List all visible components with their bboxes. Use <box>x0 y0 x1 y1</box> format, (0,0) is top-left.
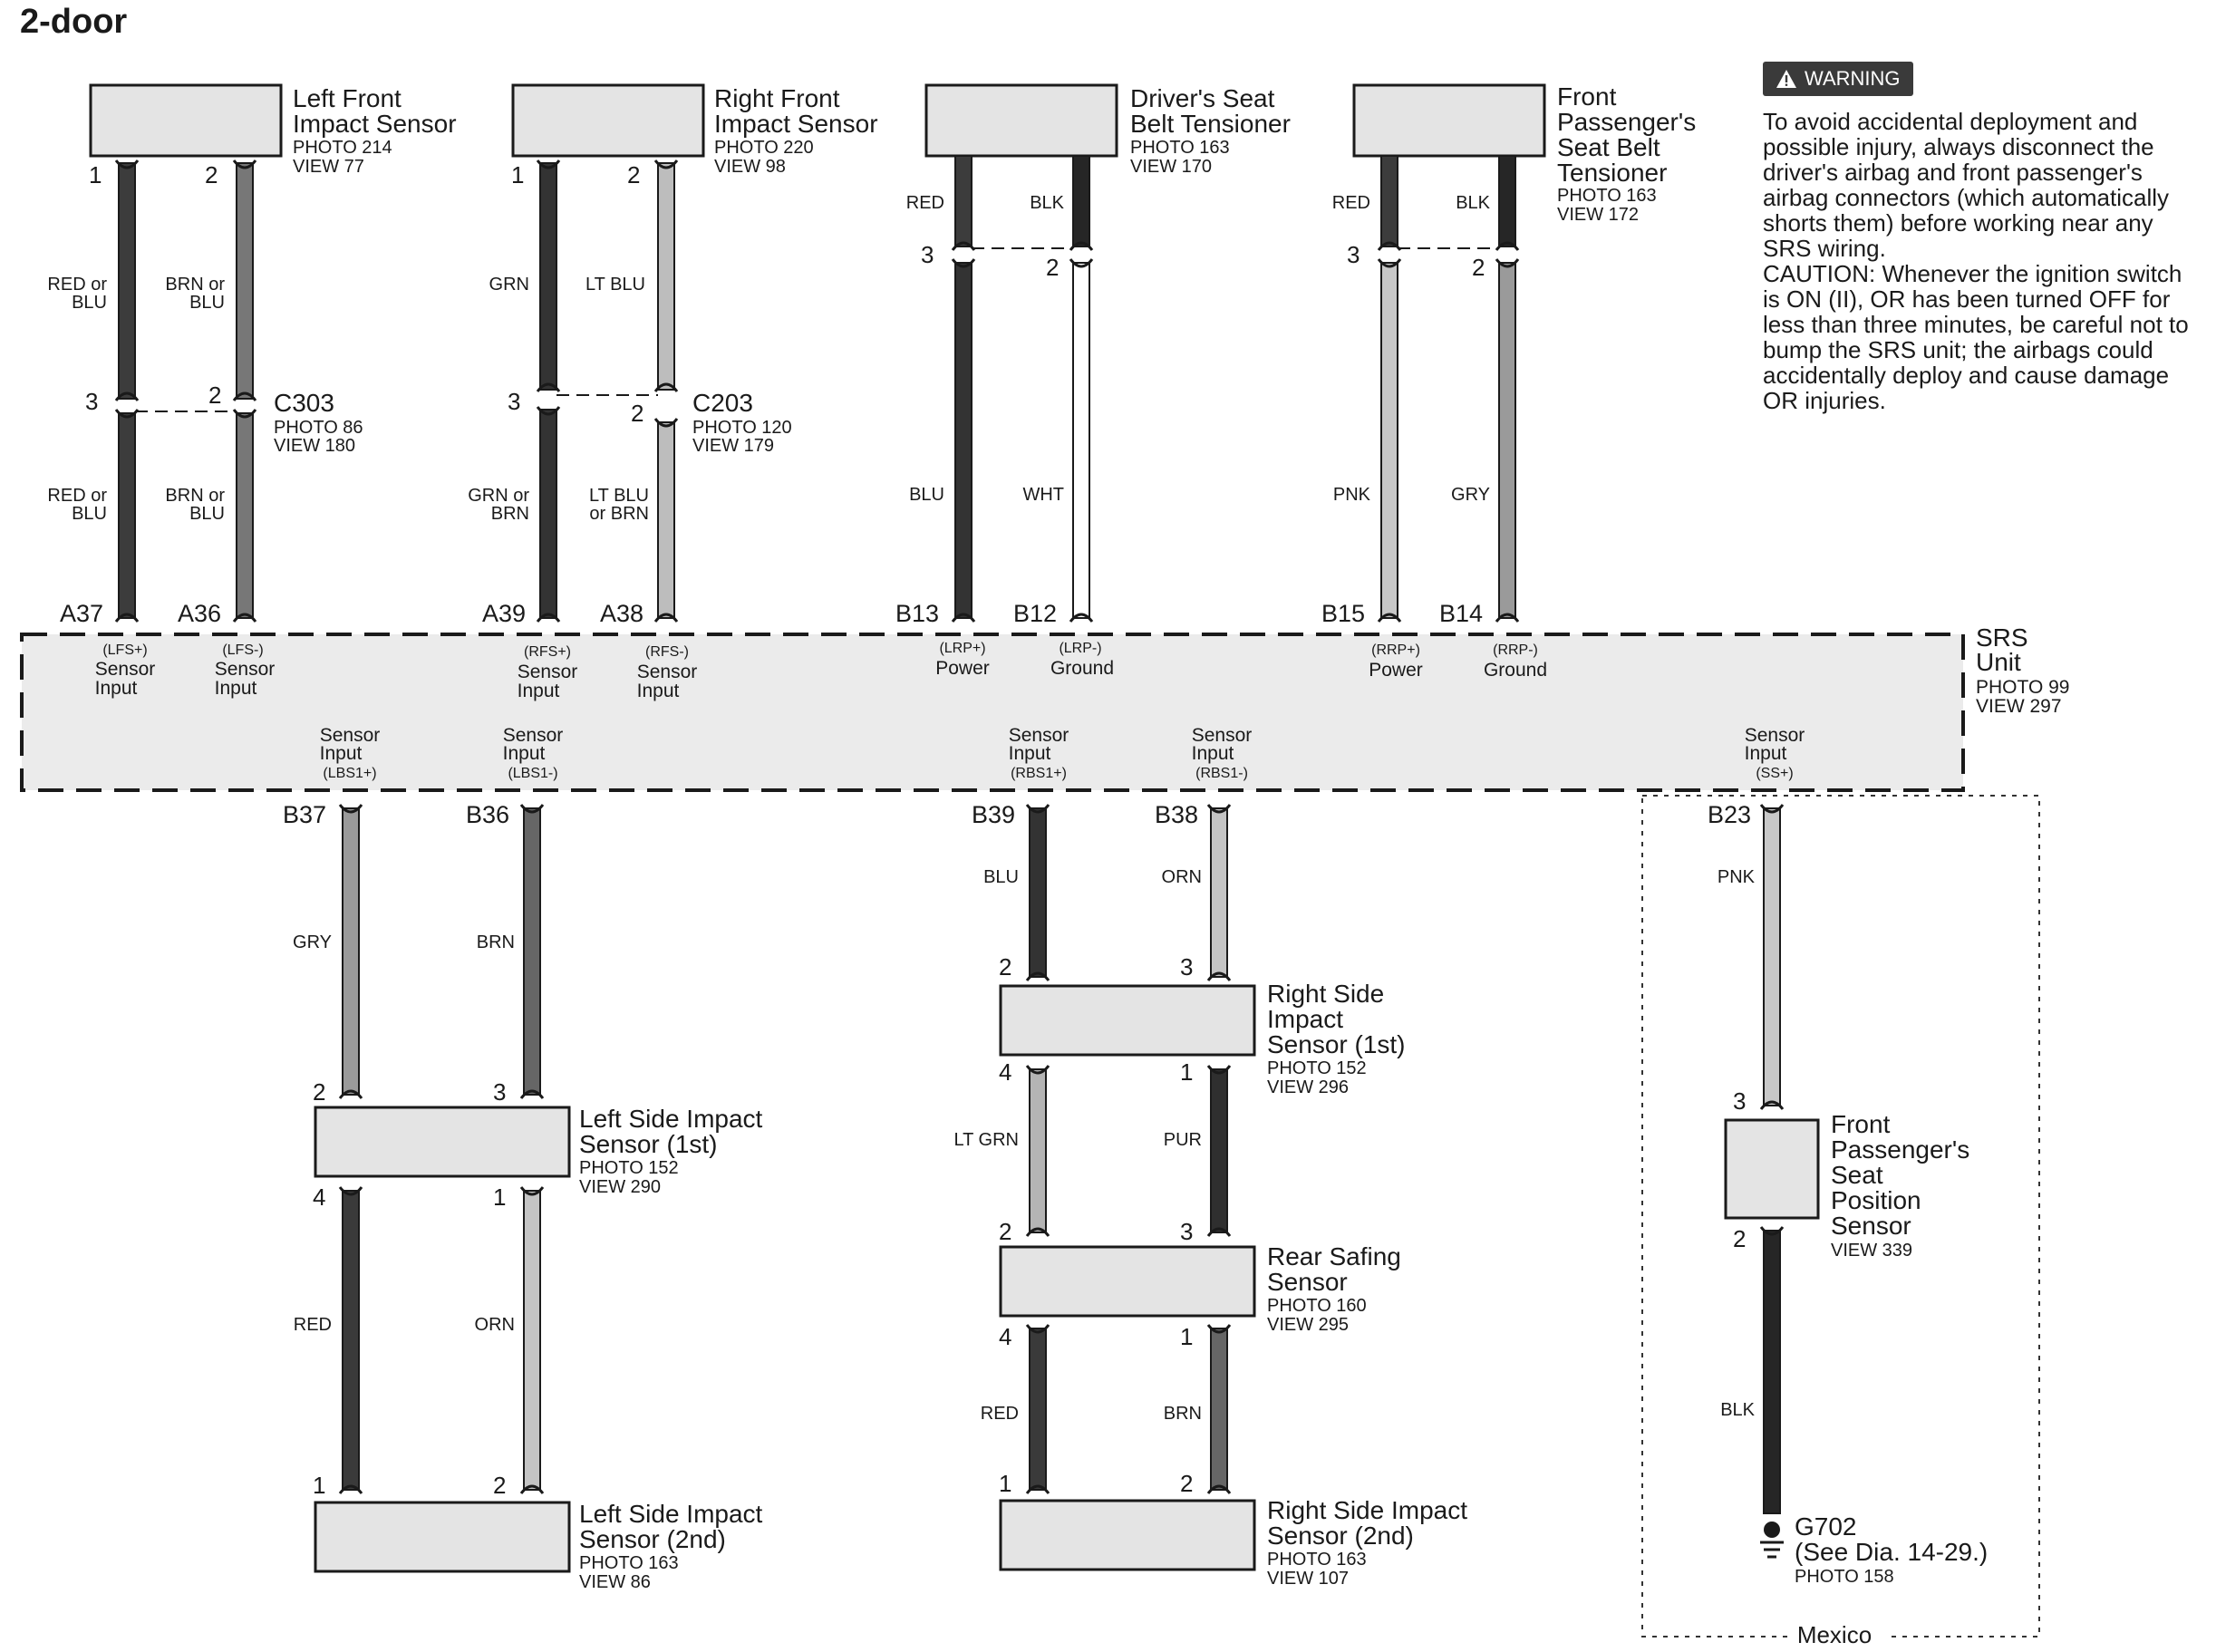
wire <box>1381 263 1398 618</box>
pin-number: 2 <box>627 161 641 188</box>
pin-number: 4 <box>999 1058 1012 1086</box>
left-front-impact-sensor-box <box>91 85 281 156</box>
svg-text:Right Side Impact Sens <box>1267 980 1409 1097</box>
component-label: Tensioner <box>1557 159 1668 187</box>
component-photo: PHOTO 163 <box>579 1553 679 1573</box>
component-label: Passenger's <box>1831 1135 1970 1164</box>
drivers-seat-belt-tensioner-box <box>926 85 1117 156</box>
terminal-label: A36 <box>177 600 221 627</box>
wire-color-label: LT BLU <box>585 275 645 295</box>
component-label: Passenger's <box>1557 108 1697 136</box>
svg-text:Left Side Impact Sensor (2 <box>579 1500 767 1592</box>
wire <box>1764 808 1780 1106</box>
wire-color-label: BLK <box>1456 193 1490 213</box>
component-label: Sensor (1st) <box>579 1130 718 1158</box>
pin-number: 3 <box>921 241 934 268</box>
pin-number: 3 <box>508 388 521 415</box>
srs-pin-description: (RRP+) Power <box>1369 642 1423 681</box>
component-label: Sensor (2nd) <box>579 1525 726 1553</box>
pin-number: 3 <box>1347 241 1360 268</box>
svg-text:Left Front Impact Sensor <box>293 84 460 177</box>
component-view: VIEW 296 <box>1267 1077 1350 1097</box>
terminal-label: B15 <box>1321 600 1365 627</box>
pin-number: 2 <box>999 953 1012 981</box>
wire-color-label: LT GRN <box>953 1130 1019 1150</box>
pin-number: 2 <box>1472 254 1485 281</box>
pin-number: 2 <box>493 1472 507 1499</box>
wire <box>237 413 253 618</box>
srs-pin-description: (LRP+) Power <box>935 641 990 679</box>
wire <box>1030 1069 1046 1232</box>
component-label: Impact Sensor <box>714 110 878 138</box>
connector-view: VIEW 179 <box>692 436 775 456</box>
mexico-label: Mexico <box>1796 1621 1872 1648</box>
wire-color-label: BRN or BLU <box>165 486 225 524</box>
component-label: Seat <box>1831 1161 1883 1189</box>
component-label: Seat Belt <box>1557 133 1660 161</box>
component-view: VIEW 172 <box>1557 205 1640 225</box>
wire <box>119 413 135 618</box>
pin-number: 2 <box>1046 254 1060 281</box>
component-view: VIEW 170 <box>1130 157 1213 177</box>
wire <box>1211 1328 1227 1490</box>
component-photo: PHOTO 160 <box>1267 1296 1367 1316</box>
caution-text: CAUTION: Whenever the ignition switch is ON (II), OR has been turned OFF for less than three minutes, be careful not to bump the SRS unit; the airbags could accidentally deploy and cause damage OR injuries. <box>1763 260 2189 414</box>
wire-color-label: BLU <box>909 485 944 505</box>
component-label: Left Side Impact <box>579 1105 763 1133</box>
terminal-label: A37 <box>59 600 103 627</box>
wire-color-label: RED or BLU <box>47 486 107 524</box>
ground-note: (See Dia. 14-29.) <box>1795 1538 1989 1566</box>
terminal-label: B12 <box>1012 600 1057 627</box>
warning-badge-label: WARNING <box>1805 67 1901 90</box>
component-label: Driver's Seat <box>1130 84 1275 112</box>
component-view: VIEW 295 <box>1267 1315 1350 1335</box>
component-photo: PHOTO 214 <box>293 138 392 158</box>
component-label: Left Side Impact <box>579 1500 763 1528</box>
terminal-label: B37 <box>282 801 326 828</box>
wire <box>1499 263 1515 618</box>
terminal-label: B14 <box>1438 600 1483 627</box>
srs-pin-description: Sensor Input (LBS1+) <box>319 725 381 781</box>
wire <box>658 163 674 390</box>
component-label: Sensor <box>1831 1212 1911 1240</box>
right-side-impact-sensor-1st-box <box>1001 986 1254 1055</box>
connector-photo: PHOTO 86 <box>274 418 363 438</box>
srs-unit-box <box>22 634 1963 790</box>
connector-label: C303 <box>274 389 334 417</box>
component-view: VIEW 339 <box>1831 1241 1913 1261</box>
component-photo: PHOTO 163 <box>1130 138 1230 158</box>
wire <box>955 263 972 618</box>
left-side-impact-sensor-1st-box <box>315 1107 569 1176</box>
wire <box>1381 156 1398 246</box>
wire <box>540 410 556 618</box>
wire-color-label: ORN <box>1161 867 1202 887</box>
wire-color-label: GRN or BRN <box>468 486 529 524</box>
component-label: Right Side <box>1267 980 1385 1008</box>
wire-color-label: LT BLU or BRN <box>589 486 649 524</box>
component-label: Right Side Impact <box>1267 1496 1467 1524</box>
component-photo: PHOTO 163 <box>1557 186 1657 206</box>
pin-number: 2 <box>1733 1225 1747 1252</box>
component-label: Right Front <box>714 84 840 112</box>
terminal-label: B36 <box>465 801 509 828</box>
component-label: Position <box>1831 1186 1921 1214</box>
svg-text:SRS Unit PHOTO 99 <box>1976 623 2074 717</box>
pin-number: 1 <box>493 1183 507 1211</box>
wire-color-label: BRN or BLU <box>165 275 225 313</box>
front-passengers-seat-position-sensor-box <box>1726 1120 1818 1218</box>
warning-icon <box>1776 69 1797 89</box>
srs-pin-description: (RFS-) Sensor Input <box>636 644 698 701</box>
warning-text: To avoid accidental deployment and possible injury, always disconnect the driver's airbag and front passenger's airbag connectors (which automatically shorts them) before working near any SRS wiring. <box>1763 108 2169 262</box>
wire <box>343 808 359 1095</box>
connector-label: C203 <box>692 389 753 417</box>
srs-pin-description: Sensor Input (LBS1-) <box>502 725 564 781</box>
component-view: VIEW 86 <box>579 1572 651 1592</box>
svg-text:Left Side Impact Sensor (1 <box>579 1105 767 1197</box>
terminal-label: A39 <box>481 600 526 627</box>
connector-view: VIEW 180 <box>274 436 356 456</box>
right-front-impact-sensor-box <box>513 85 703 156</box>
wire <box>1211 1069 1227 1232</box>
pin-number: 3 <box>1180 1218 1194 1245</box>
wire-color-label: BLK <box>1030 193 1064 213</box>
component-label: Sensor (1st) <box>1267 1030 1406 1058</box>
wire-color-label: RED <box>1331 193 1370 213</box>
component-label: Sensor <box>1267 1268 1348 1296</box>
component-label: Front <box>1557 82 1617 111</box>
ground-icon <box>1760 1522 1784 1557</box>
wire-color-label: WHT <box>1022 485 1064 505</box>
wire <box>1073 156 1089 246</box>
pin-number: 3 <box>1180 953 1194 981</box>
wire-color-label: GRY <box>1451 485 1490 505</box>
svg-text:Right Side Impact Sensor ( <box>1267 1496 1471 1589</box>
srs-unit-label: SRS <box>1976 623 2028 652</box>
srs-pin-description: (LRP-) Ground <box>1050 641 1115 679</box>
wire-color-label: PNK <box>1332 485 1370 505</box>
pin-number: 2 <box>631 400 644 427</box>
wire <box>955 156 972 246</box>
wire-color-label: BRN <box>476 932 515 952</box>
pin-number: 4 <box>313 1183 326 1211</box>
connector-photo: PHOTO 120 <box>692 418 792 438</box>
terminal-label: B13 <box>895 600 939 627</box>
terminal-label: A38 <box>599 600 644 627</box>
wire <box>1211 808 1227 977</box>
pin-number: 2 <box>999 1218 1012 1245</box>
wire-color-label: RED <box>980 1404 1019 1424</box>
svg-text:C203 PHOTO 120 VIEW 17 <box>692 389 796 456</box>
pin-number: 3 <box>493 1078 507 1106</box>
warning-badge <box>1763 62 1913 96</box>
srs-pin-description: Sensor Input (RBS1-) <box>1191 725 1253 781</box>
wire-color-label: RED or BLU <box>47 275 107 313</box>
component-label: Impact <box>1267 1005 1344 1033</box>
srs-pin-description: (RFS+) Sensor Input <box>517 644 578 701</box>
srs-unit-photo: PHOTO 99 <box>1976 677 2070 698</box>
pin-number: 3 <box>1733 1087 1747 1115</box>
wire <box>1764 1231 1780 1513</box>
srs-pin-description: (LFS-) Sensor Input <box>214 642 276 699</box>
wire-color-label: GRY <box>293 932 332 952</box>
component-label: Front <box>1831 1110 1891 1138</box>
wire <box>524 1191 540 1490</box>
component-label: Belt Tensioner <box>1130 110 1291 138</box>
svg-text:C303 PHOTO 86 VIEW 180 <box>274 389 367 456</box>
wire <box>524 808 540 1095</box>
wire <box>1030 808 1046 977</box>
wire <box>237 163 253 399</box>
left-side-impact-sensor-2nd-box <box>315 1502 569 1571</box>
wire-color-label: GRN <box>489 275 529 295</box>
component-view: VIEW 98 <box>714 157 786 177</box>
component-view: VIEW 107 <box>1267 1569 1350 1589</box>
ground-photo: PHOTO 158 <box>1795 1567 1894 1587</box>
svg-text:G702 (See Dia. 14-29.) <box>1795 1512 1992 1587</box>
pin-number: 1 <box>89 161 102 188</box>
srs-pin-description: (LFS+) Sensor Input <box>94 642 156 699</box>
wire <box>1073 263 1089 618</box>
pin-number: 2 <box>205 161 218 188</box>
component-label: Sensor (2nd) <box>1267 1522 1414 1550</box>
terminal-label: B23 <box>1707 801 1751 828</box>
pin-number: 2 <box>313 1078 326 1106</box>
page-title: 2-door <box>20 3 128 41</box>
terminal-label: B38 <box>1154 801 1198 828</box>
pin-number: 3 <box>85 388 99 415</box>
svg-text:Front Passenger's Seat <box>1831 1110 1974 1261</box>
front-passengers-seat-belt-tensioner-box <box>1354 85 1544 156</box>
wire-color-label: BLK <box>1720 1400 1755 1420</box>
wire <box>119 163 135 399</box>
svg-text:Front Passenger's Seat <box>1557 82 1700 225</box>
component-photo: PHOTO 152 <box>579 1158 679 1178</box>
rear-safing-sensor-box <box>1001 1247 1254 1316</box>
srs-unit-label: Unit <box>1976 648 2021 676</box>
pin-number: 2 <box>1180 1470 1194 1497</box>
pin-number: 2 <box>208 382 222 409</box>
pin-number: 1 <box>1180 1323 1194 1350</box>
warning-panel <box>1763 62 2198 413</box>
wire <box>658 422 674 618</box>
ground-label: G702 <box>1795 1512 1857 1541</box>
component-photo: PHOTO 163 <box>1267 1550 1367 1570</box>
srs-pin-description: Sensor Input (SS+) <box>1744 725 1805 781</box>
component-label: Impact Sensor <box>293 110 457 138</box>
wire-color-label: PUR <box>1163 1130 1202 1150</box>
component-view: VIEW 290 <box>579 1177 662 1197</box>
wire <box>1030 1328 1046 1490</box>
wire-color-label: PNK <box>1717 867 1755 887</box>
wire <box>1499 156 1515 246</box>
component-photo: PHOTO 152 <box>1267 1058 1367 1078</box>
wire-color-label: BLU <box>983 867 1019 887</box>
wire <box>343 1191 359 1490</box>
pin-number: 1 <box>511 161 525 188</box>
pin-number: 1 <box>999 1470 1012 1497</box>
pin-number: 4 <box>999 1323 1012 1350</box>
wire-color-label: RED <box>293 1315 332 1335</box>
wire-color-label: RED <box>905 193 944 213</box>
svg-text:Rear Safing Sensor PHO <box>1267 1242 1405 1335</box>
srs-unit-view: VIEW 297 <box>1976 696 2062 717</box>
srs-pin-description: (RRP-) Ground <box>1483 642 1548 681</box>
wire-color-label: BRN <box>1163 1404 1202 1424</box>
component-photo: PHOTO 220 <box>714 138 814 158</box>
wire-color-label: ORN <box>474 1315 515 1335</box>
pin-number: 1 <box>313 1472 326 1499</box>
right-side-impact-sensor-2nd-box <box>1001 1501 1254 1570</box>
wire <box>540 163 556 390</box>
component-view: VIEW 77 <box>293 157 364 177</box>
svg-text:Right Front Impact Sensor <box>714 84 882 177</box>
terminal-label: B39 <box>971 801 1015 828</box>
component-label: Rear Safing <box>1267 1242 1401 1270</box>
svg-text:Driver's Seat Belt Tension <box>1130 84 1294 177</box>
component-label: Left Front <box>293 84 402 112</box>
pin-number: 1 <box>1180 1058 1194 1086</box>
srs-pin-description: Sensor Input (RBS1+) <box>1008 725 1069 781</box>
